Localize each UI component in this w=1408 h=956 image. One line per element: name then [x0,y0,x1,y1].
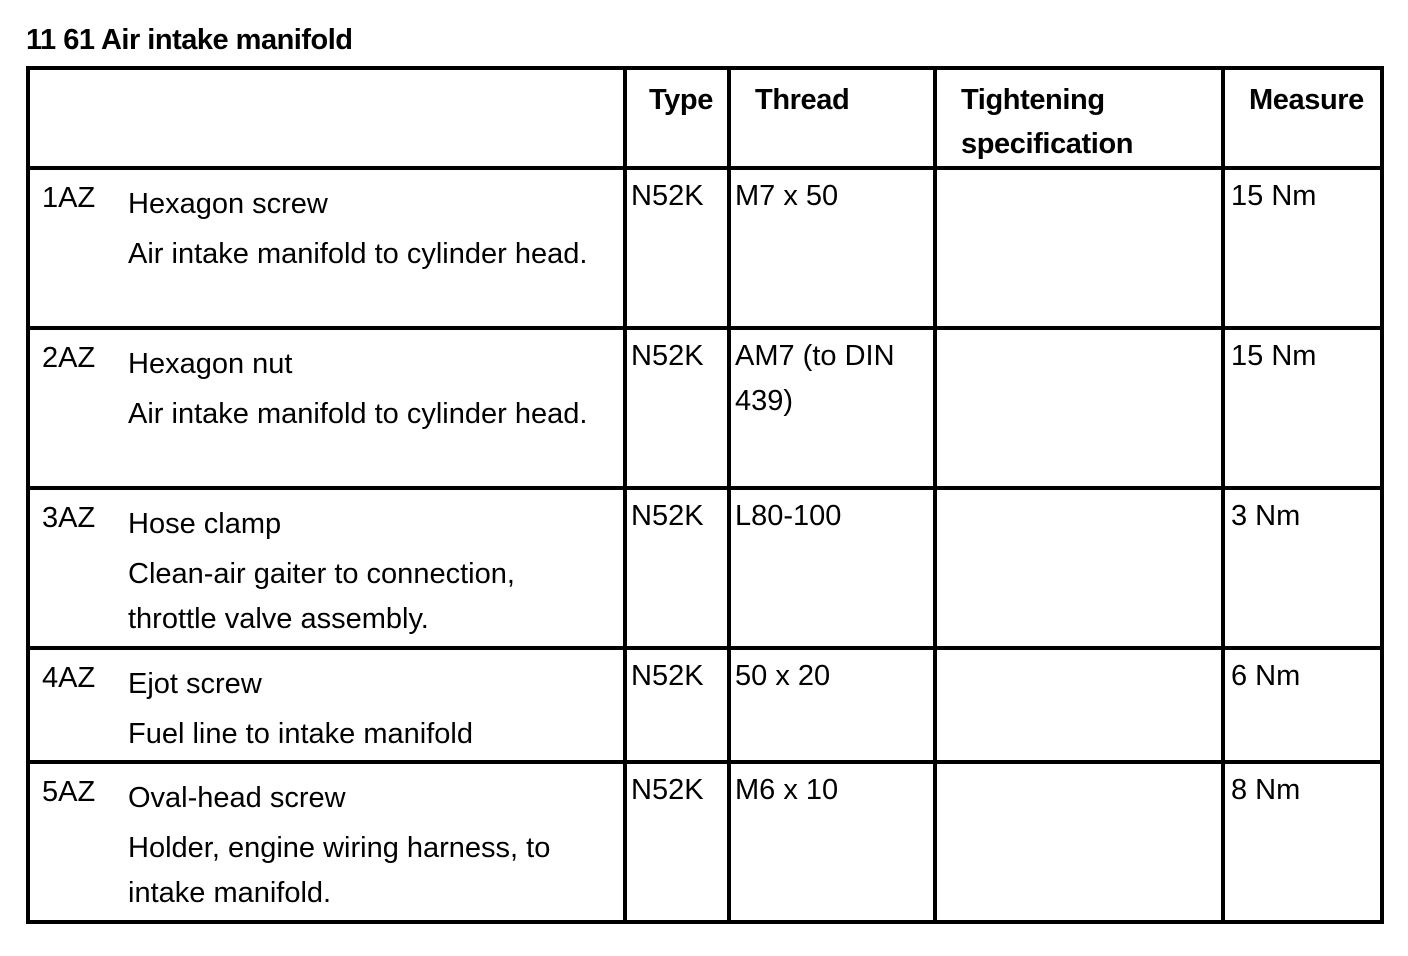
header-tightening [935,68,1223,168]
table-row [28,762,1382,922]
position-code: 3AZ [42,502,96,534]
header-measure [1223,68,1382,168]
tightening-value [937,764,1221,768]
header-type [625,68,729,168]
tightening-cell [935,648,1223,762]
type-cell [625,328,729,488]
part-name: Hexagon screw [128,188,328,220]
position-code: 2AZ [42,342,96,374]
thread-cell [729,648,935,762]
part-name: Hose clamp [128,508,282,540]
measure-cell [1223,328,1382,488]
measure-value: 3 Nm [1231,500,1301,532]
part-description: Air intake manifold to cylinder head. [128,398,588,430]
part-name: Hexagon nut [128,348,293,380]
table-header-row [28,68,1382,168]
header-measure-label: Measure [1249,84,1364,116]
tightening-value [937,170,1221,174]
row-description-cell [28,762,625,922]
part-description: Air intake manifold to cylinder head. [128,238,588,270]
type-cell [625,168,729,328]
header-description [28,68,625,168]
type-value: N52K [631,660,704,692]
type-cell [625,648,729,762]
header-thread-label: Thread [755,84,850,116]
tightening-value [937,650,1221,654]
part-name: Ejot screw [128,668,262,700]
position-code: 1AZ [42,182,96,214]
thread-cell [729,762,935,922]
position-code: 5AZ [42,776,96,808]
measure-cell [1223,168,1382,328]
type-value: N52K [631,500,704,532]
tightening-cell [935,488,1223,648]
part-description: Fuel line to intake manifold [128,718,473,750]
measure-cell [1223,648,1382,762]
type-cell [625,762,729,922]
tightening-cell [935,328,1223,488]
page-title: 11 61 Air intake manifold [26,24,353,56]
thread-cell [729,488,935,648]
thread-cell [729,328,935,488]
tightening-cell [935,762,1223,922]
row-description-cell [28,648,625,762]
measure-value: 15 Nm [1231,340,1317,372]
header-thread [729,68,935,168]
thread-value: 50 x 20 [735,660,831,692]
header-type-label: Type [649,84,713,116]
tightening-value [937,490,1221,494]
header-tightening-label: Tightening specification [961,84,1134,160]
thread-cell [729,168,935,328]
measure-value: 6 Nm [1231,660,1301,692]
type-value: N52K [631,774,704,806]
part-description: Clean-air gaiter to connection, throttle valve assembly. [128,558,515,635]
type-value: N52K [631,340,704,372]
position-code: 4AZ [42,662,96,694]
type-value: N52K [631,180,704,212]
table-row [28,488,1382,648]
torque-spec-table [26,66,1384,924]
measure-value: 15 Nm [1231,180,1317,212]
row-description-cell [28,488,625,648]
row-description-cell [28,328,625,488]
table-row [28,328,1382,488]
measure-cell [1223,762,1382,922]
table-row [28,168,1382,328]
measure-value: 8 Nm [1231,774,1301,806]
part-description: Holder, engine wiring harness, to intake manifold. [128,832,551,909]
tightening-cell [935,168,1223,328]
thread-value: M6 x 10 [735,774,839,806]
thread-value: M7 x 50 [735,180,839,212]
type-cell [625,488,729,648]
part-name: Oval-head screw [128,782,346,814]
thread-value: AM7 (to DIN 439) [735,340,895,417]
measure-cell [1223,488,1382,648]
table-row [28,648,1382,762]
thread-value: L80-100 [735,500,842,532]
row-description-cell [28,168,625,328]
tightening-value [937,330,1221,334]
